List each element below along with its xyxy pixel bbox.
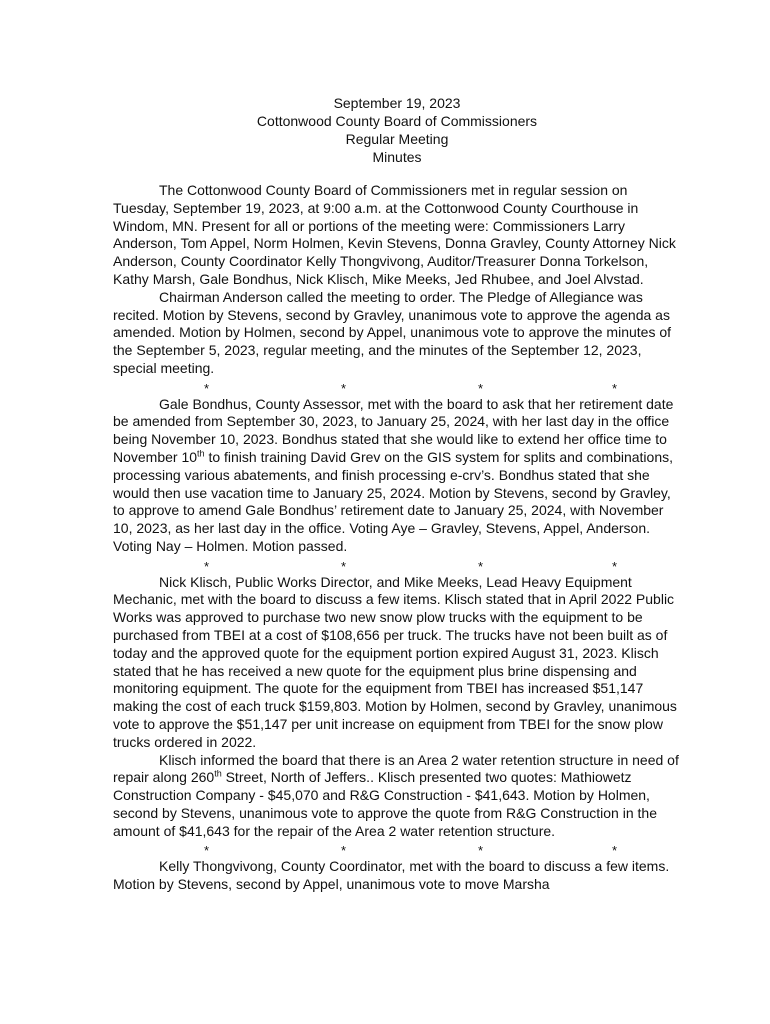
paragraph-assessor <box>113 396 679 556</box>
section-separator <box>113 840 679 858</box>
section-separator <box>113 378 679 396</box>
separator-asterisk: * <box>612 380 618 396</box>
separator-asterisk: * <box>478 843 484 859</box>
paragraph-text: Klisch informed the board that there is an Area 2 water retention structure in need of repair along 260 <box>113 751 679 786</box>
separator-asterisk: * <box>612 843 618 859</box>
ordinal-suffix: th <box>197 448 205 459</box>
separator-asterisk: * <box>204 558 210 574</box>
paragraph-text: Gale Bondhus, County Assessor, met with the board to ask that her retirement date be amended from September 30, 2023, to January 25, 2024, with her last day in the office being November 10, 2023. Bondhus stated that she would like to extend her office time to November 10 <box>113 395 674 465</box>
separator-asterisk: * <box>341 843 347 859</box>
paragraph-call-to-order: Chairman Anderson called the meeting to order. The Pledge of Allegiance was recited. Motion by Stevens, second by Gravley, unanimous vote to approve the agenda as amended. Motion by Holmen, second by Appel, unanimous vote to approve the minutes of the September 5, 2023, regular meeting, and the minutes of the September 12, 2023, special meeting. <box>113 288 672 376</box>
paragraph-coordinator: Kelly Thongvivong, County Coordinator, met with the board to discuss a few items. Motion by Stevens, second by Appel, unanimous vote to move Marsha <box>113 858 670 893</box>
paragraph-text: Street, North of Jeffers.. Klisch presented two quotes: Mathiowetz Construction Company - $45,070 and R&G Construction - $41,643. Motion by Holmen, second by Stevens, unanimous vote to approve the quote from R&G Construction in the amount of $41,643 for the repair of the Area 2 water retention structure. <box>113 769 657 839</box>
organization-name: Cottonwood County Board of Commissioners <box>256 113 538 129</box>
meeting-date: September 19, 2023 <box>333 95 461 111</box>
separator-asterisk: * <box>204 380 210 396</box>
document-header <box>0 94 770 166</box>
ordinal-suffix: th <box>214 768 222 779</box>
separator-asterisk: * <box>478 558 484 574</box>
section-separator <box>113 556 679 574</box>
paragraph-text: to finish training David Grev on the GIS system for splits and combinations, processing various abatements, and finish processing e-crv’s. Bondhus stated that she would then use vacation time to January 25, 2024. Motion by Stevens, second by Gravley, to approve to amend Gale Bondhus’ retirement date to January 25, 2024, with November 10, 2023, as her last day in the office. Voting Aye – Gravley, Stevens, Appel, Anderson. Voting Nay – Holmen. Motion passed. <box>113 448 673 554</box>
document-body <box>113 182 679 894</box>
meeting-type: Regular Meeting <box>345 131 449 147</box>
paragraph-water-retention <box>113 752 679 841</box>
separator-asterisk: * <box>204 843 210 859</box>
separator-asterisk: * <box>478 380 484 396</box>
separator-asterisk: * <box>612 558 618 574</box>
paragraph-public-works: Nick Klisch, Public Works Director, and Mike Meeks, Lead Heavy Equipment Mechanic, met with the board to discuss a few items. Klisch stated that in April 2022 Public Works was approved to purchase two new snow plow trucks with the equipment to be purchased from TBEI at a cost of $108,656 per truck. The trucks have not been built as of today and the approved quote for the equipment portion expired August 31, 2023. Klisch stated that he has received a new quote for the equipment plus brine dispensing and monitoring equipment. The quote for the equipment from TBEI has increased $51,147 making the cost of each truck $159,803. Motion by Holmen, second by Gravley, unanimous vote to approve the $51,147 per unit increase on equipment from TBEI for the snow plow trucks ordered in 2022. <box>113 573 677 750</box>
paragraph-attendance: The Cottonwood County Board of Commissioners met in regular session on Tuesday, September 19, 2023, at 9:00 a.m. at the Cottonwood County Courthouse in Windom, MN. Present for all or portions of the meeting were: Commissioners Larry Anderson, Tom Appel, Norm Holmen, Kevin Stevens, Donna Gravley, County Attorney Nick Anderson, County Coordinator Kelly Thongvivong, Auditor/Treasurer Donna Torkelson, Kathy Marsh, Gale Bondhus, Nick Klisch, Mike Meeks, Jed Rhubee, and Joel Alvstad. <box>113 182 676 287</box>
separator-asterisk: * <box>341 380 347 396</box>
document-type: Minutes <box>372 149 422 165</box>
separator-asterisk: * <box>341 558 347 574</box>
